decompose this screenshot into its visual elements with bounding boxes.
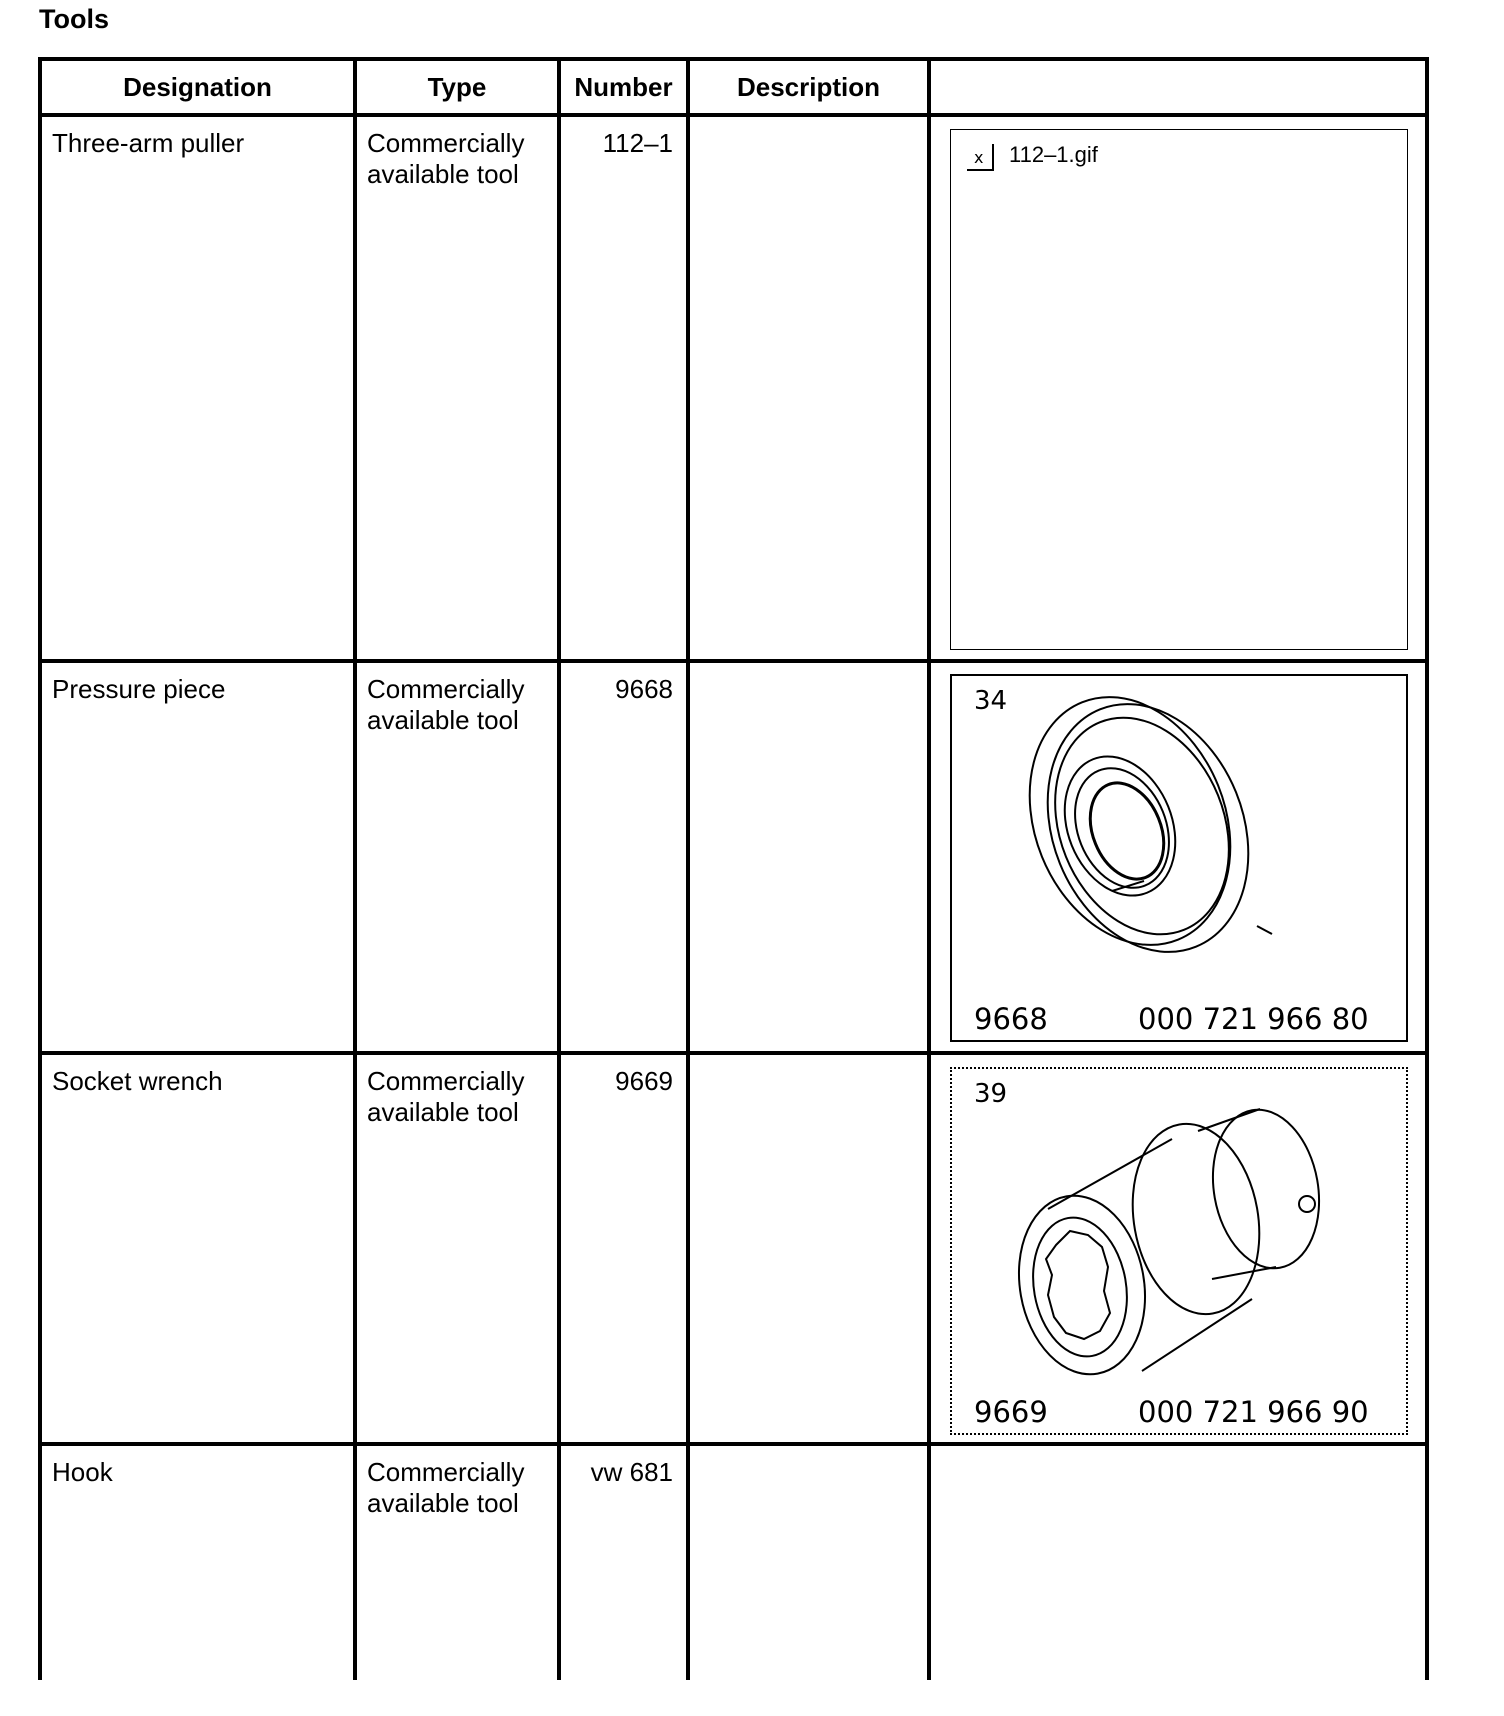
number-cell: 9669 [615,1066,673,1096]
designation-cell: Pressure piece [52,674,226,704]
type-cell-line1: Commercially [367,128,525,158]
tool-drawing-frame [950,674,1408,1042]
part-number-label: 000 721 966 80 [1138,1002,1369,1036]
number-cell: 9668 [615,674,673,704]
broken-image-icon [965,142,995,174]
tool-drawing-frame [950,1067,1408,1435]
svg-text:x: x [974,148,984,167]
type-cell-line1: Commercially [367,1457,525,1487]
tool-number-label: 9669 [974,1395,1048,1429]
header-divider [38,113,1429,117]
designation-cell: Three-arm puller [52,128,245,158]
table-border-top [38,57,1429,61]
header-description: Description [736,72,881,102]
type-cell-line2: available tool [367,705,519,735]
header-designation: Designation [123,72,272,102]
type-cell-line2: available tool [367,159,519,189]
number-cell: vw 681 [590,1457,673,1487]
type-cell-line1: Commercially [367,1066,525,1096]
figure-number: 39 [974,1079,1008,1109]
type-cell-line2: available tool [367,1097,519,1127]
row-divider [38,659,1429,663]
row-divider [38,1051,1429,1055]
row-divider [38,1442,1429,1446]
table-border-left [38,57,42,1680]
header-number: Number [574,72,673,102]
column-divider [557,57,561,1680]
image-filename: 112–1.gif [1009,142,1098,167]
designation-cell: Hook [52,1457,113,1487]
type-cell-line1: Commercially [367,674,525,704]
pressure-piece-icon [952,676,1410,1044]
page-title: Tools [39,4,109,34]
part-number-label: 000 721 966 90 [1138,1395,1369,1429]
table-border-right [1425,57,1429,1680]
column-divider [686,57,690,1680]
broken-image-frame [950,129,1408,650]
column-divider [353,57,357,1680]
type-cell-line2: available tool [367,1488,519,1518]
column-divider [927,57,931,1680]
number-cell: 112–1 [602,128,673,158]
figure-number: 34 [974,686,1008,716]
tool-number-label: 9668 [974,1002,1048,1036]
socket-wrench-icon [952,1069,1410,1437]
designation-cell: Socket wrench [52,1066,223,1096]
header-type: Type [427,72,487,102]
